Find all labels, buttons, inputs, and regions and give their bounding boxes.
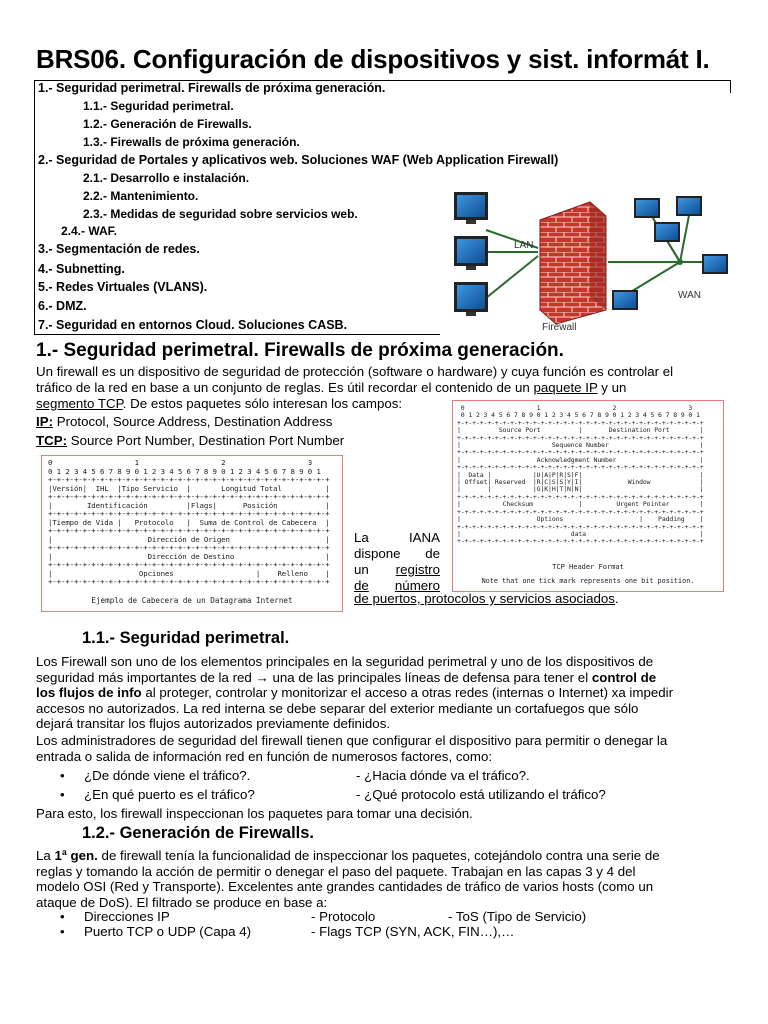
tcp-header-note: Note that one tick mark represents one bit position. bbox=[481, 577, 695, 585]
iana-text: La IANA dispone de un registro de número bbox=[354, 530, 440, 593]
toc-item[interactable]: 3.- Segmentación de redes. bbox=[38, 242, 200, 256]
bullet-text: ¿De dónde viene el tráfico?. bbox=[84, 768, 251, 783]
bullet-icon: • bbox=[60, 924, 65, 939]
tcp-header-diagram: 0 1 2 3 0 1 2 3 4 5 6 7 8 9 0 1 2 3 4 5 6 7 8 9 0 1 2 3 4 5 6 7 8 9 0 1 +-+-+-+-+-+-+-+-+-+-+-+-+-+-+-+-+-+-+-+-+-+-+-+-+-+-+-+-+-+-+-+-+ | Source Port | Destination Port | +-+-+-+-+-+-+-+-+-+-+-+-+-+-+-+-+-+-+-+-+-+-+-+-+-+-+-+-+-+-+-+-+ | Sequence Number | +-+-+-+-+-+-+-+-+-+-+-+-+-+-+-+-+-+-+-+-+-+-+-+-+-+-+-+-+-+-+-+-+ | Acknowledgment Number | +-+-+-+-+-+-+-+-+-+-+-+-+-+-+-+-+-+-+-+-+-+-+-+-+-+-+-+-+-+-+-+-+ | Data | |U|A|P|R|S|F| | | Offset| Reserved |R|C|S|S|Y|I| Window | | | |G|K|H|T|N|N| | +-+-+-+-+-+-+-+-+-+-+-+-+-+-+-+-+-+-+-+-+-+-+-+-+-+-+-+-+-+-+-+-+ | Checksum | Urgent Pointer | +-+-+-+-+-+-+-+-+-+-+-+-+-+-+-+-+-+-+-+-+-+-+-+-+-+-+-+-+-+-+-+-+ | Options | Padding | +-+-+-+-+-+-+-+-+-+-+-+-+-+-+-+-+-+-+-+-+-+-+-+-+-+-+-+-+-+-+-+-+ | data | +-+-+-+-+-+-+-+-+-+-+-+-+-+-+-+-+-+-+-+-+-+-+-+-+-+-+-+-+-+-+-+-+ bbox=[457, 404, 704, 546]
bullet-text: - ¿Qué protocolo está utilizando el tráfico? bbox=[356, 787, 606, 802]
iana-link-line: de puertos, protocolos y servicios asociados. bbox=[354, 591, 619, 606]
wan-computer-icon bbox=[612, 290, 638, 310]
bullet-icon: • bbox=[60, 768, 65, 783]
subsection-heading: 1.2.- Generación de Firewalls. bbox=[82, 824, 315, 842]
ip-header-diagram: 0 1 2 3 0 1 2 3 4 5 6 7 8 9 0 1 2 3 4 5 6 7 8 9 0 1 2 3 4 5 6 7 8 9 0 1 +-+-+-+-+-+-+-+-+-+-+-+-+-+-+-+-+-+-+-+-+-+-+-+-+-+-+-+-+-+-+-+-+ |Versión| IHL |Tipo Servicio | Longitud Total | +-+-+-+-+-+-+-+-+-+-+-+-+-+-+-+-+-+-+-+-+-+-+-+-+-+-+-+-+-+-+-+-+ | Identificación |Flags| Posición | +-+-+-+-+-+-+-+-+-+-+-+-+-+-+-+-+-+-+-+-+-+-+-+-+-+-+-+-+-+-+-+-+ |Tiempo de Vida | Protocolo | Suma de Control de Cabecera | +-+-+-+-+-+-+-+-+-+-+-+-+-+-+-+-+-+-+-+-+-+-+-+-+-+-+-+-+-+-+-+-+ | Dirección de Origen | +-+-+-+-+-+-+-+-+-+-+-+-+-+-+-+-+-+-+-+-+-+-+-+-+-+-+-+-+-+-+-+-+ | Dirección de Destino | +-+-+-+-+-+-+-+-+-+-+-+-+-+-+-+-+-+-+-+-+-+-+-+-+-+-+-+-+-+-+-+-+ | Opciones | Relleno | +-+-+-+-+-+-+-+-+-+-+-+-+-+-+-+-+-+-+-+-+-+-+-+-+-+-+-+-+-+-+-+-+ bbox=[48, 458, 330, 586]
lan-link bbox=[486, 256, 538, 298]
section-heading: 1.- Seguridad perimetral. Firewalls de próxima generación. bbox=[36, 340, 564, 361]
toc-item[interactable]: 2.1.- Desarrollo e instalación. bbox=[83, 171, 250, 185]
toc-item[interactable]: 1.- Seguridad perimetral. Firewalls de próxima generación. bbox=[38, 81, 386, 95]
bullet-icon: • bbox=[60, 909, 65, 924]
wan-computer-icon bbox=[654, 222, 680, 242]
wan-computer-icon bbox=[676, 196, 702, 216]
paragraph-line: Un firewall es un dispositivo de seguridad de protección (software o hardware) y cuya función es controlar el bbox=[36, 364, 674, 379]
toc-item[interactable]: 6.- DMZ. bbox=[38, 299, 87, 313]
toc-item[interactable]: 1.1.- Seguridad perimetral. bbox=[83, 99, 234, 113]
wan-link bbox=[680, 210, 690, 262]
paragraph: Los administradores de seguridad del firewall tienen que configurar el dispositivo para permitir o denegar la entrada o salida de información red en función de numerosos factores, como: bbox=[36, 733, 668, 764]
lan-computer-icon bbox=[454, 282, 488, 316]
toc-item[interactable]: 4.- Subnetting. bbox=[38, 262, 125, 276]
paragraph-line: segmento TCP. De estos paquetes sólo interesan los campos: bbox=[36, 396, 403, 411]
toc-item[interactable]: 2.3.- Medidas de seguridad sobre servicios web. bbox=[83, 207, 358, 221]
tcp-header-figure bbox=[452, 400, 724, 592]
bullet-text: Puerto TCP o UDP (Capa 4) bbox=[84, 924, 252, 939]
toc-item[interactable]: 7.- Seguridad en entornos Cloud. Soluciones CASB. bbox=[38, 318, 348, 332]
toc-item[interactable]: 2.4.- WAF. bbox=[61, 224, 118, 238]
wan-computer-icon bbox=[634, 198, 660, 218]
paragraph-line: tráfico de la red en base a un conjunto de reglas. Es útil recordar el contenido de un paquete IP y un bbox=[36, 380, 627, 395]
toc-divider bbox=[34, 334, 440, 335]
wan-label: WAN bbox=[678, 290, 701, 301]
tcp-header-title: TCP Header Format bbox=[552, 563, 624, 571]
bullet-text: - Flags TCP (SYN, ACK, FIN…),… bbox=[311, 924, 515, 939]
firewall-network-diagram bbox=[448, 182, 740, 334]
bullet-text: ¿En qué puerto es el tráfico? bbox=[84, 787, 255, 802]
subsection-heading: 1.1.- Seguridad perimetral. bbox=[82, 629, 290, 647]
firewall-label: Firewall bbox=[542, 322, 577, 333]
page-title: BRS06. Configuración de dispositivos y sist. informát I. bbox=[36, 44, 710, 74]
ip-header-caption: Ejemplo de Cabecera de un Datagrama Internet bbox=[91, 596, 293, 605]
toc-item[interactable]: 5.- Redes Virtuales (VLANS). bbox=[38, 280, 208, 294]
toc-item[interactable]: 1.2.- Generación de Firewalls. bbox=[83, 117, 252, 131]
paragraph: Los Firewall son uno de los elementos principales en la seguridad perimetral y uno de los dispositivos de seguridad más importantes de la red → una de las principales líneas de defensa para tener el control de los flujos de info al proteger, controlar y monitorizar el acceso a otras redes (internas o Internet) xa impedir accesos no autorizados. La red interna se debe separar del exterior mediante un cortafuegos que sólo dejará transitar los flujos autorizados previamente definidos. bbox=[36, 654, 674, 732]
bullet-icon: • bbox=[60, 787, 65, 802]
ip-fields: IP: Protocol, Source Address, Destination Address bbox=[36, 414, 333, 429]
registro-link[interactable]: registro bbox=[395, 562, 440, 577]
toc-corner bbox=[440, 80, 731, 93]
bullet-text: - ToS (Tipo de Servicio) bbox=[448, 909, 587, 924]
wan-computer-icon bbox=[702, 254, 728, 274]
toc-item[interactable]: 1.3.- Firewalls de próxima generación. bbox=[83, 135, 300, 149]
puertos-link[interactable]: de puertos, protocolos y servicios asociados bbox=[354, 591, 615, 606]
tcp-fields: TCP: Source Port Number, Destination Port Number bbox=[36, 433, 345, 448]
lan-computer-icon bbox=[454, 192, 488, 224]
paragraph: La 1ª gen. de firewall tenía la funcionalidad de inspeccionar los paquetes, cotejándolo contra una serie de reglas y tomando la acción de permitir o denegar el paso del paquete. Trabajan en las capas 3 y 4 del modelo OSI (Red y Transporte). Excelentes ante grandes cantidades de tráfico de varios hosts (como un ataque de DoS). El filtrado se produce en base a: bbox=[36, 848, 660, 910]
bullet-text: Direcciones IP bbox=[84, 909, 170, 924]
lan-label: LAN bbox=[514, 240, 534, 251]
ip-header-figure bbox=[41, 455, 343, 612]
toc-item[interactable]: 2.- Seguridad de Portales y aplicativos web. Soluciones WAF (Web Application Firewall) bbox=[38, 153, 559, 167]
paragraph-line: Para esto, los firewall inspeccionan los paquetes para tomar una decisión. bbox=[36, 806, 473, 821]
segmento-tcp-link[interactable]: segmento TCP bbox=[36, 396, 123, 411]
lan-computer-icon bbox=[454, 236, 488, 270]
bullet-text: - ¿Hacia dónde va el tráfico?. bbox=[356, 768, 530, 783]
paquete-ip-link[interactable]: paquete IP bbox=[533, 380, 598, 395]
bullet-text: - Protocolo bbox=[311, 909, 376, 924]
toc-item[interactable]: 2.2.- Mantenimiento. bbox=[83, 189, 199, 203]
